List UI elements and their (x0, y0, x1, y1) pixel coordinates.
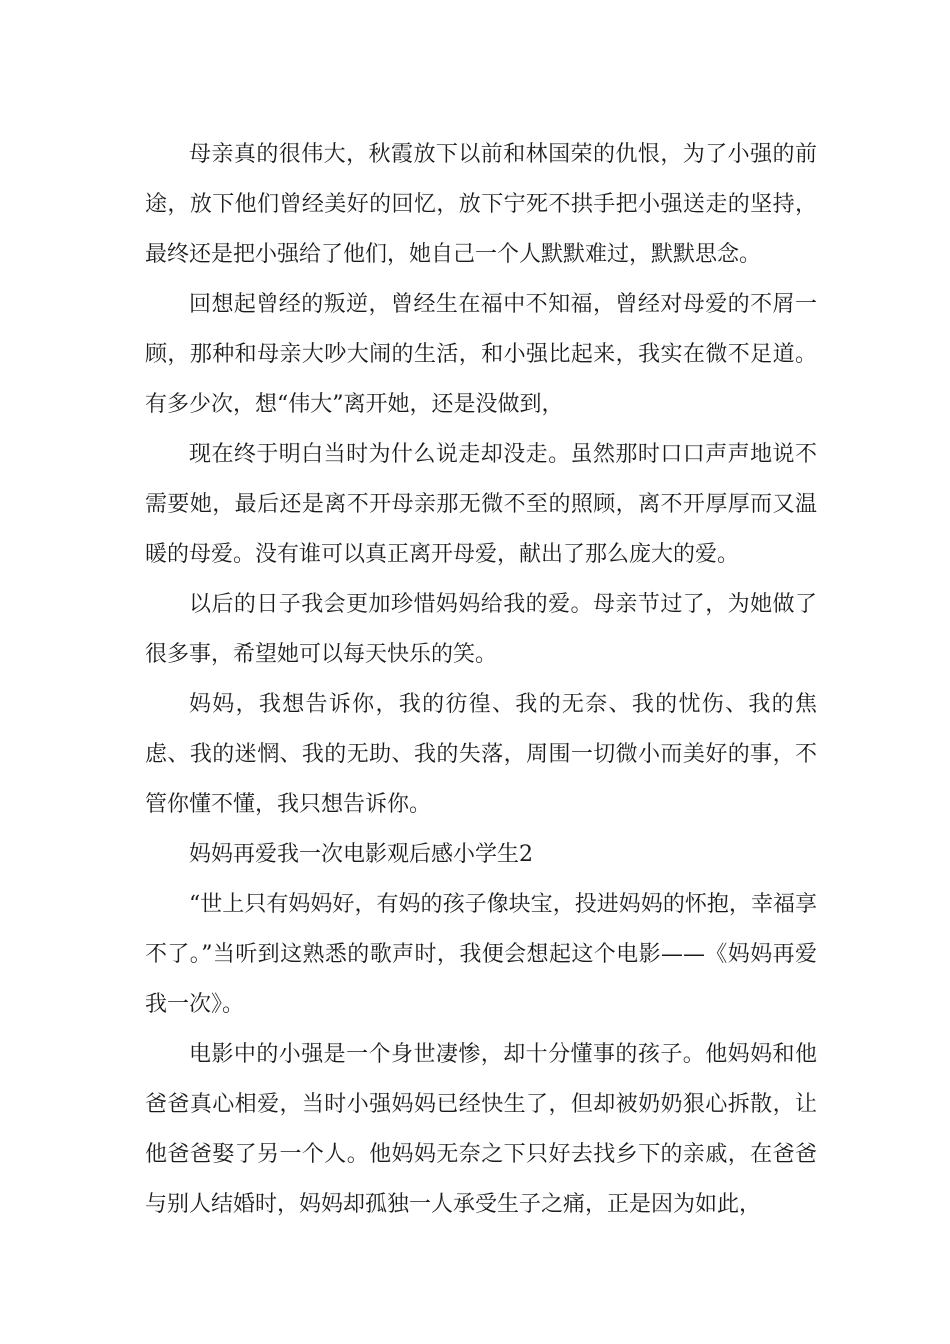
paragraph-2: 回想起曾经的叛逆，曾经生在福中不知福，曾经对母爱的不屑一顾，那种和母亲大吵大闹的生活，和小强比起来，我实在微不足道。有多少次，想“伟大”离开她，还是没做到， (145, 292, 817, 417)
paragraph-3: 现在终于明白当时为什么说走却没走。虽然那时口口声声地说不需要她，最后还是离不开母亲那无微不至的照顾，离不开厚厚而又温暖的母爱。没有谁可以真正离开母爱，献出了那么庞大的爱。 (145, 442, 817, 567)
paragraph-1: 母亲真的很伟大，秋霞放下以前和林国荣的仇恨，为了小强的前途，放下他们曾经美好的回忆，放下宁死不拱手把小强送走的坚持，最终还是把小强给了他们，她自己一个人默默难过，默默思念。 (145, 142, 817, 267)
paragraph-6: “世上只有妈妈好，有妈的孩子像块宝，投进妈妈的怀抱，幸福享不了。”当听到这熟悉的歌声时，我便会想起这个电影——《妈妈再爱我一次》。 (145, 892, 817, 1017)
paragraph-5: 妈妈，我想告诉你，我的彷徨、我的无奈、我的忧伤、我的焦虑、我的迷惘、我的无助、我的失落，周围一切微小而美好的事，不管你懂不懂，我只想告诉你。 (145, 692, 817, 817)
document-body (145, 130, 817, 1230)
section-title: 妈妈再爱我一次电影观后感小学生2 (189, 842, 533, 867)
paragraph-4: 以后的日子我会更加珍惜妈妈给我的爱。母亲节过了，为她做了很多事，希望她可以每天快乐的笑。 (145, 592, 817, 667)
paragraph-7: 电影中的小强是一个身世凄惨，却十分懂事的孩子。他妈妈和他爸爸真心相爱，当时小强妈妈已经快生了，但却被奶奶狠心拆散，让他爸爸娶了另一个人。他妈妈无奈之下只好去找乡下的亲戚，在爸爸与别人结婚时，妈妈却孤独一人承受生子之痛，正是因为如此， (145, 1042, 817, 1217)
